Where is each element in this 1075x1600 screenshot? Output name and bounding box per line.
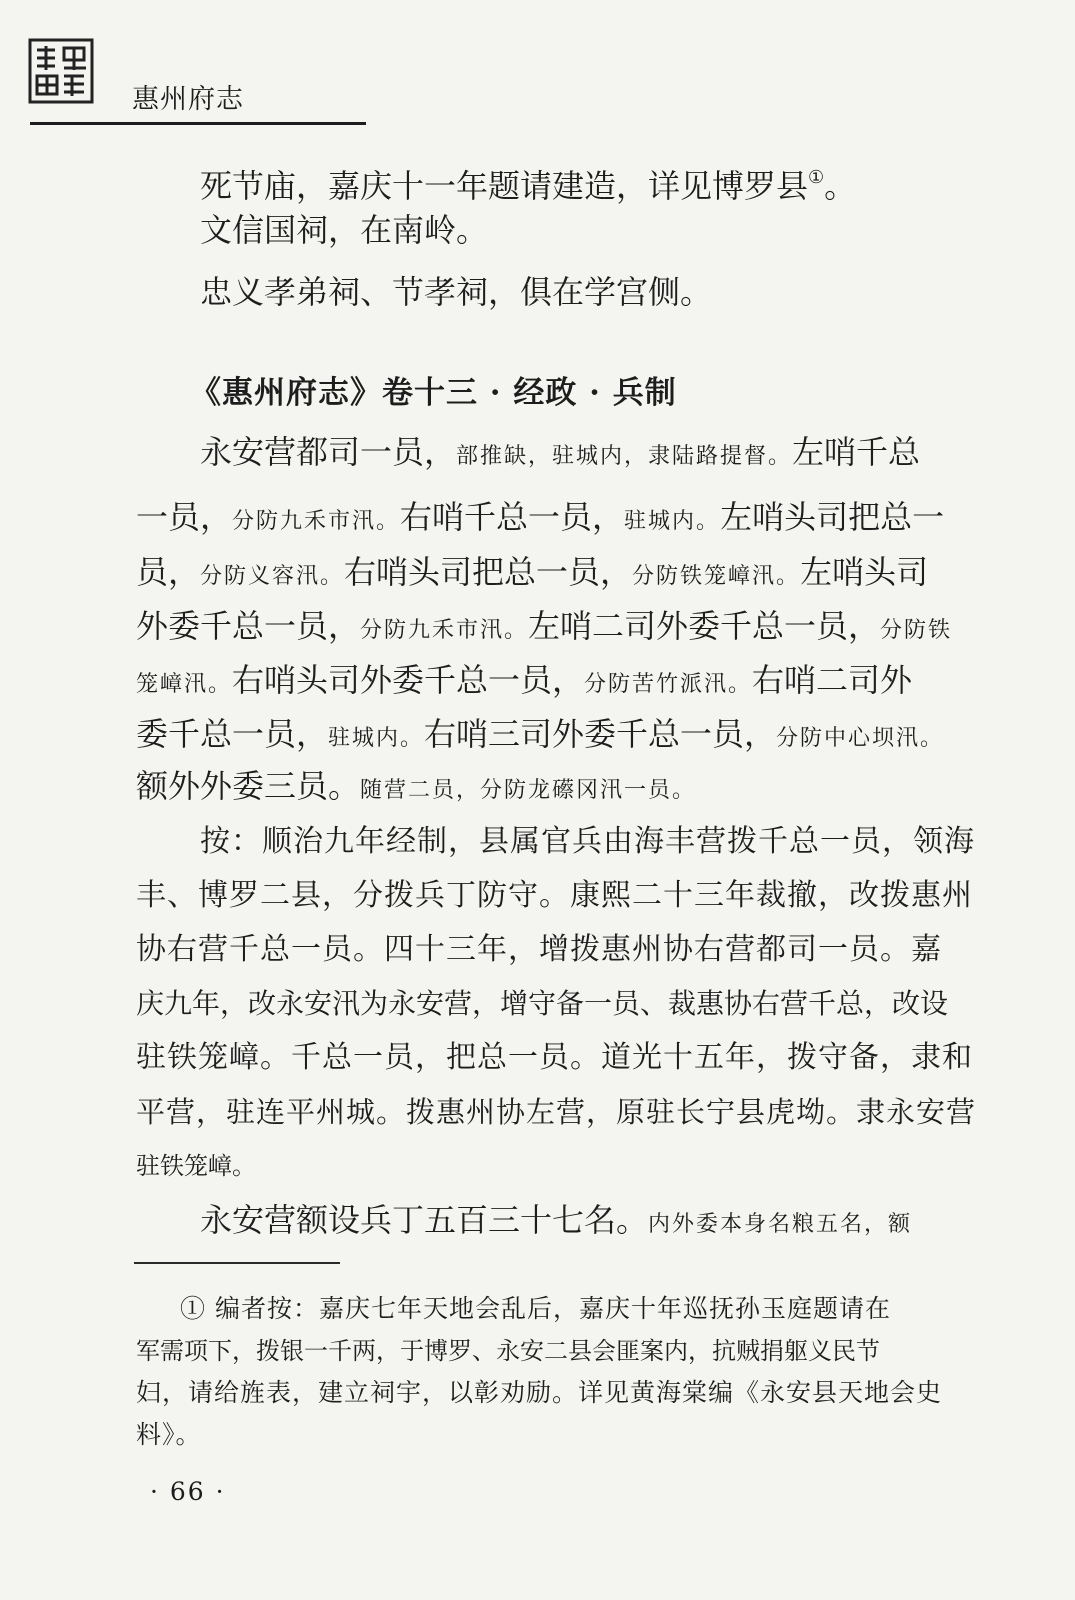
footnote-rule (134, 1262, 340, 1264)
footnote-line: 妇，请给旌表，建立祠宇，以彰劝励。详见黄海棠编《永安县天地会史 (136, 1378, 943, 1407)
text-line: 平营，驻连平州城。拨惠州协左营，原驻长宁县虎坳。隶永安营 (136, 1095, 977, 1129)
text-line: 丰、博罗二县，分拨兵丁防守。康熙二十三年裁撤，改拨惠州 (136, 878, 973, 913)
footnote-line: 军需项下，拨银一千两，于博罗、永安二县会匪案内，抗贼捐躯义民节 (136, 1337, 880, 1365)
footnote-mark[interactable]: ① (808, 167, 825, 188)
text-line: 文信国祠，在南岭。 (200, 211, 489, 249)
text-line: 死节庙，嘉庆十一年题请建造，详见博罗县①。 (200, 167, 857, 205)
text-line: 永安营都司一员，部推缺，驻城内，隶陆路提督。左哨千总 (200, 433, 921, 471)
text-line: 忠义孝弟祠、节孝祠，俱在学宫侧。 (200, 273, 713, 311)
section-heading: 《惠州府志》卷十三 · 经政 · 兵制 (190, 375, 677, 411)
text-line: 驻铁笼嶂。千总一员，把总一员。道光十五年，拨守备，隶和 (136, 1040, 973, 1075)
text-line: 委千总一员，驻城内。右哨三司外委千总一员，分防中心坝汛。 (136, 715, 945, 753)
text-line: 按：顺治九年经制，县属官兵由海丰营拨千总一员，领海 (200, 824, 975, 859)
text-line: 驻铁笼嶂。 (136, 1152, 256, 1180)
footnote-line: 料》。 (136, 1420, 202, 1449)
text-line: 外委千总一员，分防九禾市汛。左哨二司外委千总一员，分防铁 (136, 607, 953, 645)
text-line: 永安营额设兵丁五百三十七名。内外委本身名粮五名，额 (200, 1201, 913, 1239)
text-line: 员，分防义容汛。右哨头司把总一员，分防铁笼嶂汛。左哨头司 (136, 553, 929, 591)
text-line: 庆九年，改永安汛为永安营，增守备一员、裁惠协右营千总，改设 (136, 987, 949, 1020)
text-line: 一员，分防九禾市汛。右哨千总一员，驻城内。左哨头司把总一 (136, 498, 945, 536)
text-line: 额外外委三员。随营二员，分防龙礤冈汛一员。 (136, 767, 697, 805)
text-line: 协右营千总一员。四十三年，增拨惠州协右营都司一员。嘉 (136, 932, 942, 967)
running-title: 惠州府志 (132, 84, 244, 115)
header-rule (30, 122, 366, 125)
text-line: 笼嶂汛。右哨头司外委千总一员，分防苦竹派汛。右哨二司外 (136, 661, 913, 699)
seal-logo-icon (28, 38, 94, 104)
footnote-line: ① 编者按：嘉庆七年天地会乱后，嘉庆十年巡抚孙玉庭题请在 (180, 1294, 891, 1323)
page-number: · 66 · (150, 1477, 226, 1506)
